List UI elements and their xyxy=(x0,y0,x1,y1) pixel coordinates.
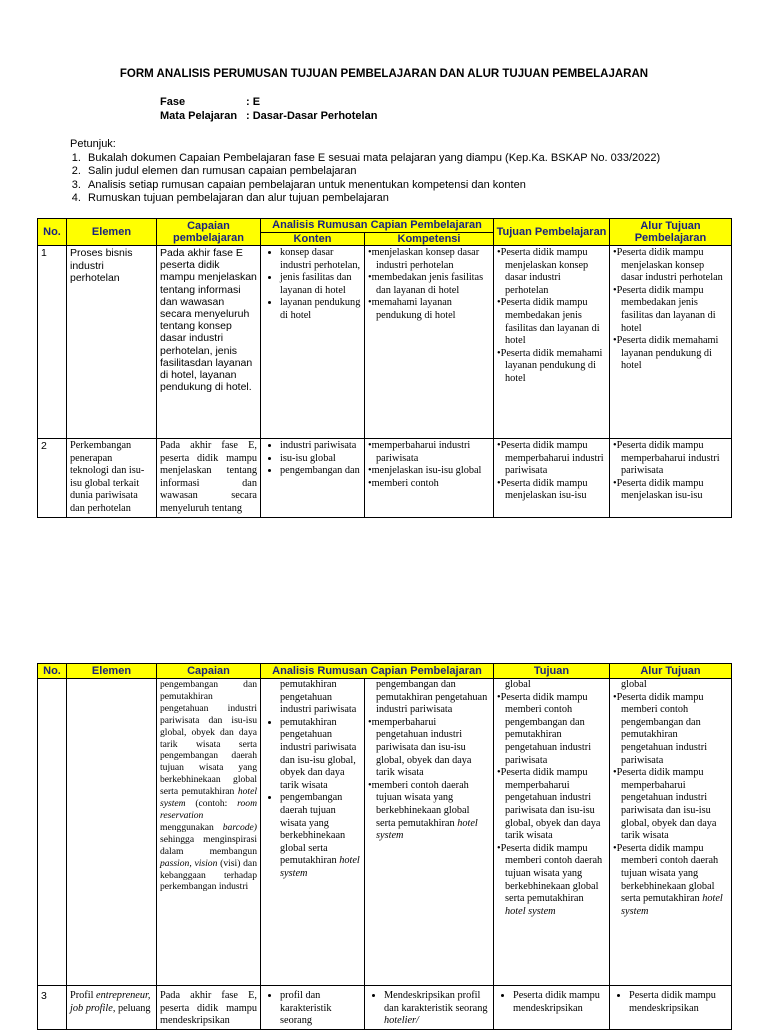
alur-item: • Peserta didik mampu memperbaharui pengetahuan industri pariwisata dan isu-isu global, obyek dan daya tarik wisata xyxy=(621,767,728,843)
row-capaian: Pada akhir fase E peserta didik mampu menjelaskan tentang informasi dan wawasan secara menyeluruh tentang konsep dasar industri perhotelan, jenis fasilitasdan layanan di hotel, layanan pendukung di hotel. xyxy=(157,246,261,439)
kompetensi-item: • membedakan jenis fasilitas dan layanan di hotel xyxy=(376,272,490,297)
row-konten xyxy=(261,986,365,1030)
alur-item: • Peserta didik mampu memberi contoh pengembangan dan pemutakhiran pengetahuan industri pariwisata xyxy=(621,692,728,768)
alur-item: • Peserta didik mampu menjelaskan konsep dasar industri perhotelan xyxy=(621,247,728,285)
row-kompetensi xyxy=(365,439,494,518)
kompetensi-lead: pengembangan dan pemutakhiran pengetahuan industri pariwisata xyxy=(376,679,488,716)
kompetensi-item: • memperbaharui industri pariwisata xyxy=(376,440,490,465)
header-elemen: Elemen xyxy=(67,219,157,246)
alur-item: • Peserta didik memahami layanan pendukung di hotel xyxy=(621,335,728,373)
instruction-item: 3. Analisis setiap rumusan capaian pembelajaran untuk menentukan kompetensi dan konten xyxy=(84,179,660,193)
header-no: No. xyxy=(38,219,67,246)
tujuan-item: • Peserta didik mampu memperbaharui industri pariwisata xyxy=(505,440,606,478)
row-kompetensi xyxy=(365,246,494,439)
tujuan-item: • Peserta didik mampu memberi contoh pengembangan dan pemutakhiran pengetahuan industri pariwisata xyxy=(505,692,606,768)
mapel-label: Mata Pelajaran xyxy=(160,110,238,122)
row-elemen: Perkembangan penerapan teknologi dan isu-isu global terkait dunia pariwisata dan perhotelan xyxy=(67,439,157,518)
tujuan-item: • Peserta didik memahami layanan pendukung di hotel xyxy=(505,348,606,386)
header-no: No. xyxy=(38,664,67,679)
header-konten: Konten xyxy=(261,232,365,246)
table-row xyxy=(38,439,732,518)
kompetensi-item: • memberi contoh daerah tujuan wisata yang berkebhinekaan global serta pemutakhiran hotel system xyxy=(376,780,490,843)
kompetensi-item: • memperbaharui pengetahuan industri pariwisata dan isu-isu global, obyek dan daya tarik wisata xyxy=(376,717,490,780)
tujuan-item: • Peserta didik mampu menjelaskan isu-isu xyxy=(505,478,606,503)
header-alur: Alur Tujuan xyxy=(610,664,732,679)
header-elemen: Elemen xyxy=(67,664,157,679)
konten-item: • pemutakhiran pengetahuan industri pariwisata dan isu-isu global, obyek dan daya tarik wisata xyxy=(280,717,361,793)
konten-item: • pengembangan daerah tujuan wisata yang berkebhinekaan global serta pemutakhiran hotel system xyxy=(280,792,361,880)
row-no xyxy=(38,679,67,986)
row-elemen xyxy=(67,679,157,986)
header-analisis: Analisis Rumusan Capian Pembelajaran xyxy=(261,219,494,233)
row-capaian: pengembangan dan pemutakhiran pengetahuan industri pariwisata dan isu-isu global, obyek dan daya tarik wisata serta pengembangan daerah tujuan wisata yang berkebhinekaan global serta pemutakhiran hotel system (contoh: room reservation menggunakan barcode) sehingga menginspirasi dalam membangun passion, vision (visi) dan kebanggaan terhadap perkembangan industri xyxy=(157,679,261,986)
row-konten xyxy=(261,246,365,439)
kompetensi-item: • Mendeskripsikan profil dan karakteristik seorang hotelier/ xyxy=(384,990,490,1028)
fase-line xyxy=(160,96,260,108)
table-row xyxy=(38,246,732,439)
row-kompetensi xyxy=(365,986,494,1030)
alur-item: • Peserta didik mampu mendeskripsikan xyxy=(629,990,728,1015)
instruction-item: 2. Salin judul elemen dan rumusan capaian pembelajaran xyxy=(84,165,660,179)
mapel-value: : Dasar-Dasar Perhotelan xyxy=(246,110,378,122)
row-alur xyxy=(610,439,732,518)
row-no: 1 xyxy=(38,246,67,439)
tujuan-item: • Peserta didik mampu mendeskripsikan xyxy=(513,990,606,1015)
konten-item: • konsep dasar industri perhotelan, xyxy=(280,247,361,272)
instructions xyxy=(70,138,660,206)
document-title: FORM ANALISIS PERUMUSAN TUJUAN PEMBELAJARAN DAN ALUR TUJUAN PEMBELAJARAN xyxy=(119,68,649,80)
alur-item: • Peserta didik mampu menjelaskan isu-isu xyxy=(621,478,728,503)
row-elemen: Profil entrepreneur, job profile, peluang xyxy=(67,986,157,1030)
petunjuk-label: Petunjuk: xyxy=(70,138,116,150)
konten-item: • pengembangan dan xyxy=(280,465,361,478)
alur-item: • Peserta didik mampu memberi contoh daerah tujuan wisata yang berkebhinekaan global serta pemutakhiran hotel system xyxy=(621,843,728,919)
konten-item: • layanan pendukung di hotel xyxy=(280,297,361,322)
header-alur: Alur Tujuan Pembelajaran xyxy=(610,219,732,246)
row-no: 3 xyxy=(38,986,67,1030)
analysis-table-2 xyxy=(37,663,732,1030)
row-elemen: Proses bisnis industri perhotelan xyxy=(67,246,157,439)
konten-lead: pemutakhiran pengetahuan industri pariwisata xyxy=(280,679,357,716)
konten-item: • jenis fasilitas dan layanan di hotel xyxy=(280,272,361,297)
instruction-item: 4. Rumuskan tujuan pembelajaran dan alur tujuan pembelajaran xyxy=(84,192,660,206)
alur-item: • Peserta didik mampu membedakan jenis fasilitas dan layanan di hotel xyxy=(621,285,728,335)
tujuan-item: • Peserta didik mampu membedakan jenis fasilitas dan layanan di hotel xyxy=(505,297,606,347)
row-alur xyxy=(610,246,732,439)
fase-label: Fase xyxy=(160,96,186,108)
fase-value: : E xyxy=(246,96,261,108)
row-tujuan xyxy=(494,439,610,518)
header-kompetensi: Kompetensi xyxy=(365,232,494,246)
instruction-item: 1. Bukalah dokumen Capaian Pembelajaran fase E sesuai mata pelajaran yang diampu (Kep.Ka. BSKAP No. 033/2022) xyxy=(84,152,660,166)
row-no: 2 xyxy=(38,439,67,518)
table-row xyxy=(38,679,732,986)
row-tujuan xyxy=(494,679,610,986)
row-konten xyxy=(261,679,365,986)
row-alur xyxy=(610,986,732,1030)
row-tujuan xyxy=(494,246,610,439)
konten-item: • profil dan karakteristik seorang xyxy=(280,990,361,1028)
konten-item: • isu-isu global xyxy=(280,453,361,466)
mapel-line xyxy=(160,110,377,122)
tujuan-item: • Peserta didik mampu memberi contoh daerah tujuan wisata yang berkebhinekaan global serta pemutakhiran hotel system xyxy=(505,843,606,919)
row-capaian: Pada akhir fase E, peserta didik mampu mendeskripsikan xyxy=(157,986,261,1030)
kompetensi-item: • menjelaskan konsep dasar industri perhotelan xyxy=(376,247,490,272)
header-capaian: Capaian pembelajaran xyxy=(157,219,261,246)
table-row xyxy=(38,986,732,1030)
row-capaian: Pada akhir fase E, peserta didik mampu menjelaskan tentang informasi dan wawasan secara menyeluruh tentang xyxy=(157,439,261,518)
konten-item: • industri pariwisata xyxy=(280,440,361,453)
row-kompetensi xyxy=(365,679,494,986)
row-tujuan xyxy=(494,986,610,1030)
kompetensi-item: • memberi contoh xyxy=(376,478,490,491)
header-tujuan: Tujuan xyxy=(494,664,610,679)
tujuan-lead: global xyxy=(505,679,531,690)
kompetensi-item: • menjelaskan isu-isu global xyxy=(376,465,490,478)
tujuan-item: • Peserta didik mampu menjelaskan konsep dasar industri perhotelan xyxy=(505,247,606,297)
tujuan-item: • Peserta didik mampu memperbaharui pengetahuan industri pariwisata dan isu-isu global, obyek dan daya tarik wisata xyxy=(505,767,606,843)
alur-item: • Peserta didik mampu memperbaharui industri pariwisata xyxy=(621,440,728,478)
alur-lead: global xyxy=(621,679,647,690)
row-konten xyxy=(261,439,365,518)
header-tujuan: Tujuan Pembelajaran xyxy=(494,219,610,246)
analysis-table-1 xyxy=(37,218,732,518)
header-analisis: Analisis Rumusan Capian Pembelajaran xyxy=(261,664,494,679)
row-alur xyxy=(610,679,732,986)
header-capaian: Capaian xyxy=(157,664,261,679)
kompetensi-item: • memahami layanan pendukung di hotel xyxy=(376,297,490,322)
